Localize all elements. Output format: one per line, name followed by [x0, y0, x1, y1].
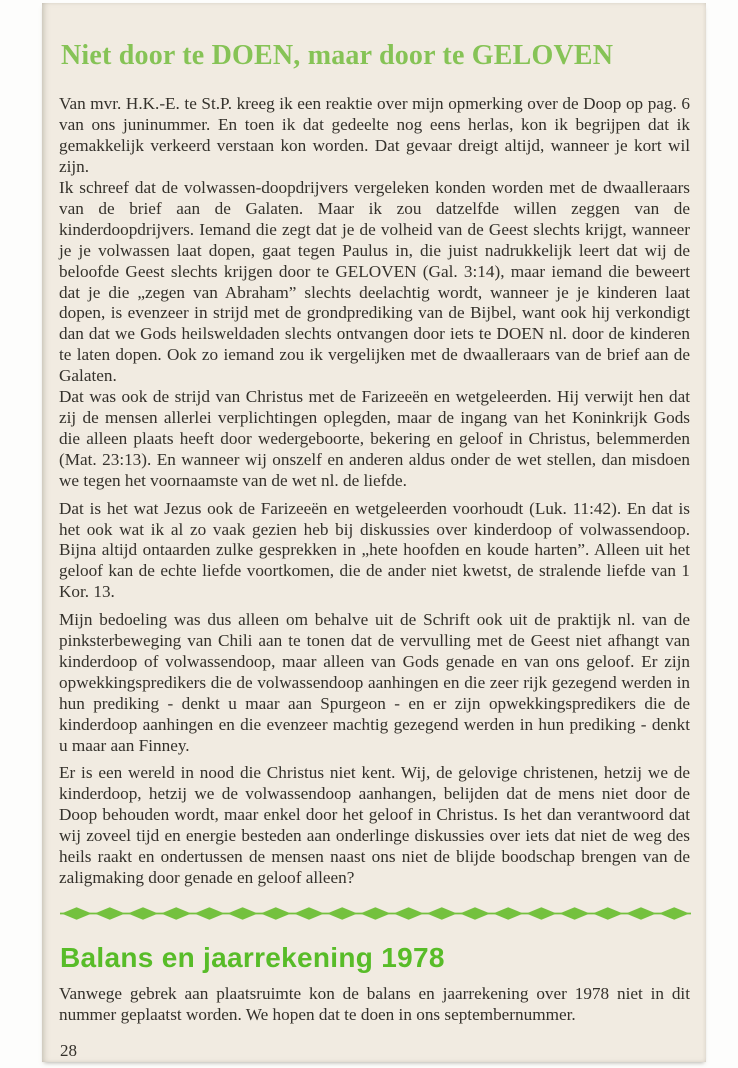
- article-paragraph: Van mvr. H.K.-E. te St.P. kreeg ik een reaktie over mijn opmerking over de Doop op pag. 6 van ons juninummer. En toen ik dat gedeelte nog eens herlas, kon ik begrijpen dat ik gemakkelijk verkeerd verstaan kon worden. Dat gevaar dreigt altijd, wanneer je kort wil zijn.: [59, 94, 690, 177]
- page-number: 28: [60, 1040, 77, 1060]
- section-paragraph: Vanwege gebrek aan plaatsruimte kon de balans en jaarrekening over 1978 niet in dit nummer geplaatst worden. We hopen dat te doen in ons septembernummer.: [59, 983, 690, 1025]
- magazine-page: [42, 3, 706, 1062]
- article-paragraph: Dat is het wat Jezus ook de Farizeeën en wetgeleerden voorhoudt (Luk. 11:42). En dat is het ook wat ik al zo vaak gezien heb bij diskussies over kinderdoop of volwassendoop. Bijna altijd ontaarden zulke gesprekken in „hete hoofden en koude harten”. Alleen uit het geloof kan de echte liefde voortkomen, die de ander niet kwetst, de stralende liefde van 1 Kor. 13.: [59, 498, 690, 602]
- article-paragraph: Dat was ook de strijd van Christus met de Farizeeën en wetgeleerden. Hij verwijt hen dat zij de mensen allerlei verplichtingen oplegden, maar de ingang van het Koninkrijk Gods die alleen plaats heeft door wedergeboorte, bekering en geloof in Christus, belemmerden (Mat. 23:13). En wanneer wij onszelf en anderen aldus onder de wet stellen, dan misdoen we tegen het voornaamste van de wet nl. de liefde.: [59, 387, 690, 490]
- diamond-chain-divider: [60, 906, 690, 921]
- article-paragraph: Er is een wereld in nood die Christus niet kent. Wij, de gelovige christenen, hetzij we de kinderdoop, hetzij we de volwassendoop aanhangen, belijden dat de mens niet door de Doop behouden wordt, maar enkel door het geloof in Christus. Is het dan verantwoord dat wij zoveel tijd en energie besteden aan onderlinge diskussies over iets dat niet de weg des heils raakt en ondertussen de mensen naast ons niet de blijde boodschap brengen van de zaligmaking door genade en geloof alleen?: [59, 763, 690, 888]
- section-heading: Balans en jaarrekening 1978: [60, 941, 445, 973]
- article-paragraph: Ik schreef dat de volwassen-doopdrijvers vergeleken konden worden met de dwaalleraars van de brief aan de Galaten. Maar ik zou datzelfde willen zeggen van de kinderdoopdrijvers. Iemand die zegt dat je de volheid van de Geest slechts krijgt, wanneer je je volwassen laat dopen, gaat tegen Paulus in, die juist nadrukkelijk leert dat wij de beloofde Geest slechts krijgen door te GELOVEN (Gal. 3:14), maar iemand die beweert dat je die „zegen van Abraham” slechts deelachtig wordt, wanneer je je kinderen laat dopen, is evenzeer in strijd met de grondprediking van de Bijbel, want ook hij verkondigt dan dat we Gods heilsweldaden slechts ontvangen door iets te DOEN nl. door de kinderen te laten dopen. Ook zo iemand zou ik vergelijken met de dwaalleraars van de brief aan de Galaten.: [59, 178, 690, 386]
- page-content: [42, 3, 706, 1061]
- diamond-chain-icon: [60, 906, 691, 921]
- article-body: [59, 94, 690, 889]
- article-paragraph: Mijn bedoeling was dus alleen om behalve uit de Schrift ook uit de praktijk nl. van de pinksterbeweging van Chili aan te tonen dat de vervulling met de Geest niet afhangt van kinderdoop of volwassendoop, maar alleen van Gods genade en van ons geloof. Er zijn opwekkingspredikers die de volwassendoop aanhingen en die zeer rijk gezegend werden in hun prediking - denkt u maar aan Spurgeon - en er zijn opwekkingspredikers die de kinderdoop aanhingen en die evenzeer machtig gezegend werden in hun prediking - denkt u maar aan Finney.: [59, 610, 690, 755]
- article-title: Niet door te DOEN, maar door te GELOVEN: [61, 40, 614, 71]
